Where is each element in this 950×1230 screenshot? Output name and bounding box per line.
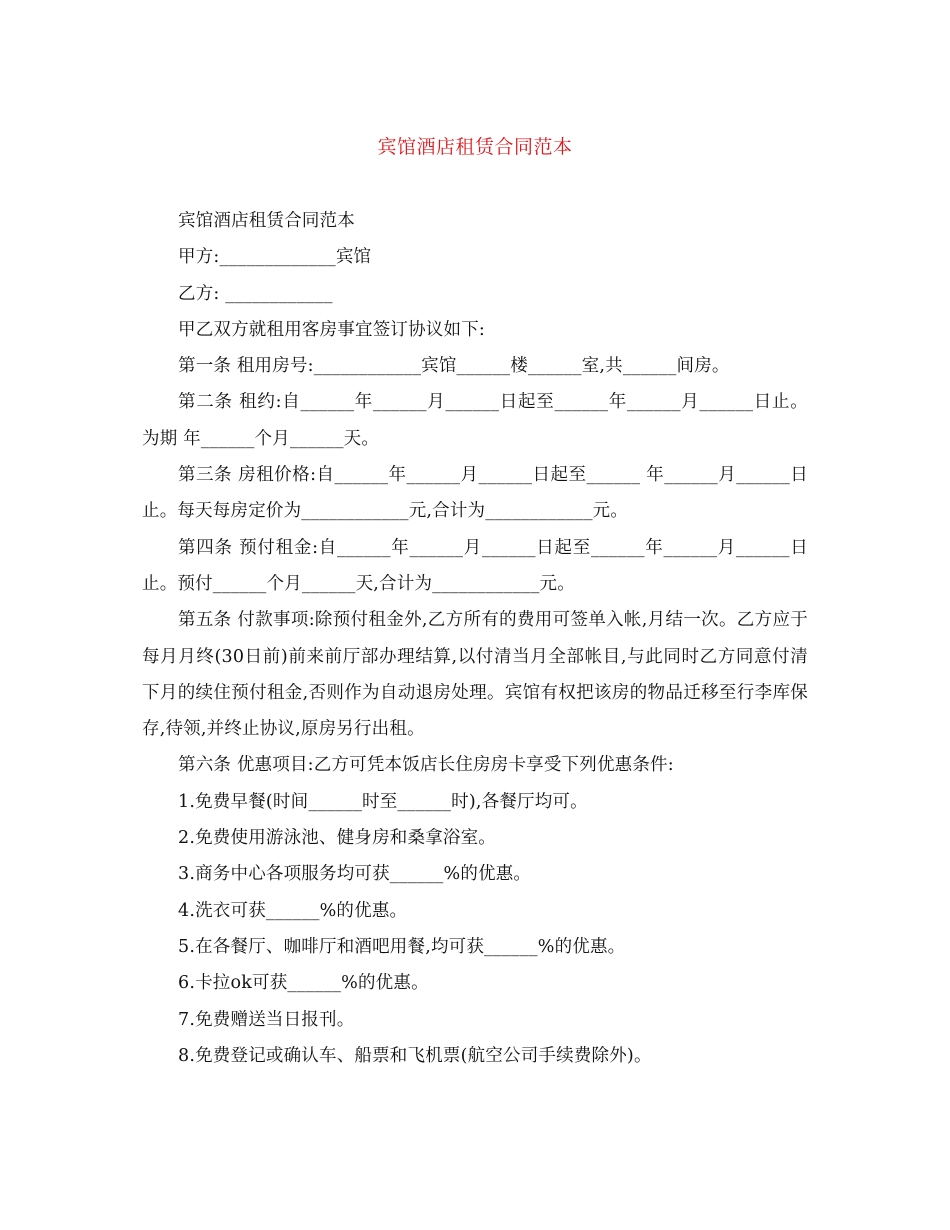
discount-item-3: 3.商务中心各项服务均可获______%的优惠。: [178, 864, 532, 885]
article-2-lease-term: 第二条 租约:自______年______月______日起至______年______月______日止。为期 年______个月______天。: [142, 392, 808, 449]
discount-item-5: 5.在各餐厅、咖啡厅和酒吧用餐,均可获______%的优惠。: [178, 936, 626, 957]
article-4-prepaid-rent: 第四条 预付租金:自______年______月______日起至______年______月______日止。预付______个月______天,合计为____________元。: [142, 537, 808, 594]
subtitle-paragraph: 宾馆酒店租赁合同范本: [178, 211, 355, 231]
discount-item-4: 4.洗衣可获______%的优惠。: [178, 900, 408, 921]
discount-item-6: 6.卡拉ok可获______%的优惠。: [178, 973, 429, 994]
article-5-payment-terms: 第五条 付款事项:除预付租金外,乙方所有的费用可签单入帐,月结一次。乙方应于每月月终(30日前)前来前厅部办理结算,以付清当月全部帐目,与此同时乙方同意付清下月的续住预付租金,否则作为自动退房处理。宾馆有权把该房的物品迁移至行李库保存,待领,并终止协议,原房另行出租。: [142, 610, 808, 740]
party-b-line: 乙方: ____________: [178, 283, 333, 304]
discount-item-7: 7.免费赠送当日报刊。: [178, 1009, 355, 1030]
agreement-intro: 甲乙双方就租用客房事宜签订协议如下:: [178, 319, 485, 340]
article-6-discounts: 第六条 优惠项目:乙方可凭本饭店长住房房卡享受下列优惠条件:: [178, 755, 674, 776]
document-body: [142, 203, 808, 1074]
discount-item-2: 2.免费使用游泳池、健身房和桑拿浴室。: [178, 828, 496, 849]
discount-item-1: 1.免费早餐(时间______时至______时),各餐厅均可。: [178, 791, 588, 812]
discount-item-8: 8.免费登记或确认车、船票和飞机票(航空公司手续费除外)。: [178, 1045, 652, 1066]
article-1-room-number: 第一条 租用房号:____________宾馆______楼______室,共______间房。: [178, 356, 730, 377]
party-a-line: 甲方:_____________宾馆: [178, 247, 372, 268]
article-3-rent-price: 第三条 房租价格:自______年______月______日起至______ 年______月______日止。每天每房定价为____________元,合计为____________元。: [142, 465, 808, 522]
document-title: 宾馆酒店租赁合同范本: [377, 136, 573, 158]
